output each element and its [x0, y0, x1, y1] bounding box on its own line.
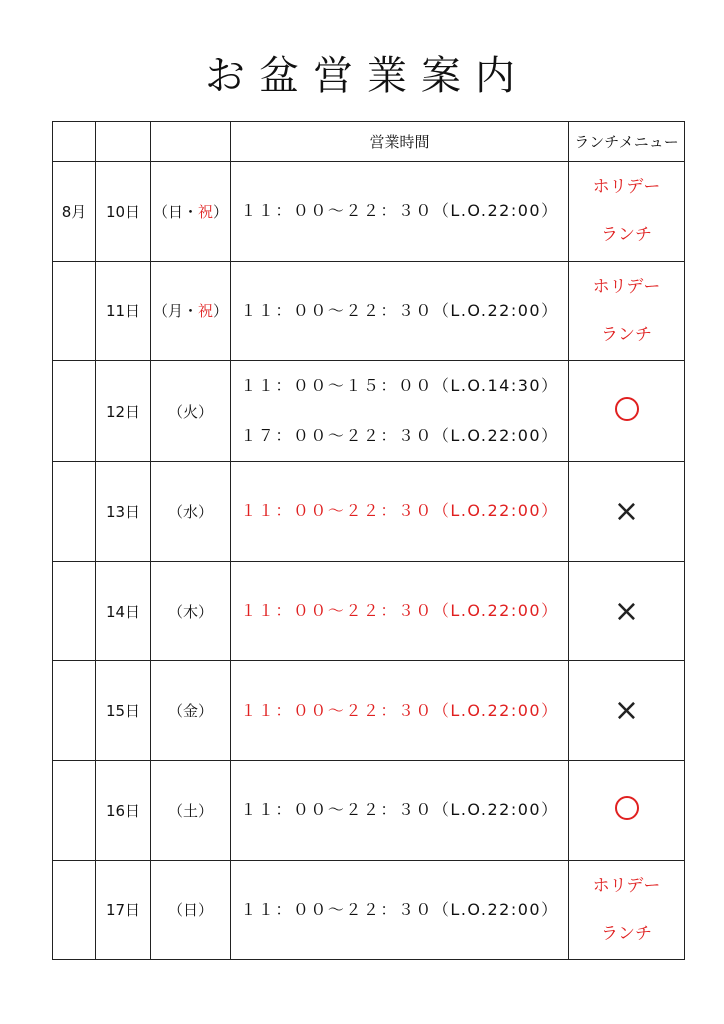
lunch-line: ホリデー: [592, 276, 661, 297]
hours-cell: [231, 860, 569, 960]
lunch-cell: [569, 462, 685, 562]
lunch-cell: [569, 261, 685, 361]
lunch-cell: [569, 162, 685, 262]
table-row: [53, 860, 685, 960]
month-cell: [53, 760, 96, 860]
circle-icon: [615, 397, 639, 421]
cross-icon: ×: [613, 593, 640, 629]
hours-cell: [231, 261, 569, 361]
hours-line: １１：００～２２：３０（L.O.22:00）: [240, 501, 559, 521]
hours-cell: [231, 661, 569, 761]
weekday-cell: （日）: [151, 860, 231, 960]
header-month: [53, 122, 96, 162]
schedule-table: [52, 121, 685, 960]
lunch-cell: [569, 661, 685, 761]
lunch-line: ホリデー: [592, 177, 661, 198]
hours-cell: [231, 760, 569, 860]
lunch-line: ホリデー: [592, 875, 661, 896]
date-cell: 10日: [96, 162, 151, 262]
header-lunch: ランチメニュー: [569, 122, 685, 162]
hours-cell: [231, 361, 569, 462]
month-cell: [53, 462, 96, 562]
month-cell: 8月: [53, 162, 96, 262]
lunch-line: ランチ: [601, 225, 652, 246]
lunch-cell: [569, 361, 685, 462]
date-cell: 13日: [96, 462, 151, 562]
month-cell: [53, 561, 96, 661]
date-cell: 14日: [96, 561, 151, 661]
hours-cell: [231, 162, 569, 262]
holiday-mark: 祝: [197, 202, 213, 221]
table-row: [53, 462, 685, 562]
cross-icon: ×: [613, 493, 640, 529]
hours-line: １１：００～２２：３０（L.O.22:00）: [240, 800, 559, 820]
weekday-cell: （火）: [151, 361, 231, 462]
weekday-prefix: （日・: [152, 202, 198, 221]
hours-line: １１：００～２２：３０（L.O.22:00）: [240, 201, 559, 221]
hours-cell: [231, 462, 569, 562]
date-cell: 12日: [96, 361, 151, 462]
lunch-cell: [569, 760, 685, 860]
table-row: [53, 162, 685, 262]
hours-line: １１：００～２２：３０（L.O.22:00）: [240, 700, 559, 720]
weekday-prefix: （月・: [152, 302, 198, 321]
hours-line: １７：００～２２：３０（L.O.22:00）: [240, 426, 559, 446]
circle-icon: [615, 796, 639, 820]
lunch-cell: [569, 561, 685, 661]
month-cell: [53, 661, 96, 761]
table-row: [53, 661, 685, 761]
header-weekday: [151, 122, 231, 162]
cross-icon: ×: [613, 693, 640, 729]
table-row: [53, 760, 685, 860]
weekday-suffix: ）: [213, 302, 229, 321]
lunch-line: ランチ: [601, 923, 652, 944]
month-cell: [53, 860, 96, 960]
weekday-cell: （土）: [151, 760, 231, 860]
lunch-cell: [569, 860, 685, 960]
page-title: お盆営業案内: [205, 53, 529, 99]
date-cell: 17日: [96, 860, 151, 960]
header-hours: 営業時間: [231, 122, 569, 162]
weekday-cell: （水）: [151, 462, 231, 562]
date-cell: 15日: [96, 661, 151, 761]
lunch-line: ランチ: [601, 324, 652, 345]
weekday-cell: [151, 162, 231, 262]
table-row: [53, 561, 685, 661]
hours-line: １１：００～２２：３０（L.O.22:00）: [240, 899, 559, 919]
holiday-mark: 祝: [197, 302, 213, 321]
table-header-row: [53, 122, 685, 162]
header-date: [96, 122, 151, 162]
weekday-cell: （木）: [151, 561, 231, 661]
month-cell: [53, 261, 96, 361]
hours-cell: [231, 561, 569, 661]
hours-line: １１：００～２２：３０（L.O.22:00）: [240, 601, 559, 621]
weekday-suffix: ）: [213, 202, 229, 221]
weekday-cell: [151, 261, 231, 361]
date-cell: 16日: [96, 760, 151, 860]
hours-line: １１：００～２２：３０（L.O.22:00）: [240, 300, 559, 320]
date-cell: 11日: [96, 261, 151, 361]
hours-line: １１：００～１５：００（L.O.14:30）: [240, 376, 559, 396]
table-row: [53, 261, 685, 361]
month-cell: [53, 361, 96, 462]
weekday-cell: （金）: [151, 661, 231, 761]
table-row: [53, 361, 685, 462]
